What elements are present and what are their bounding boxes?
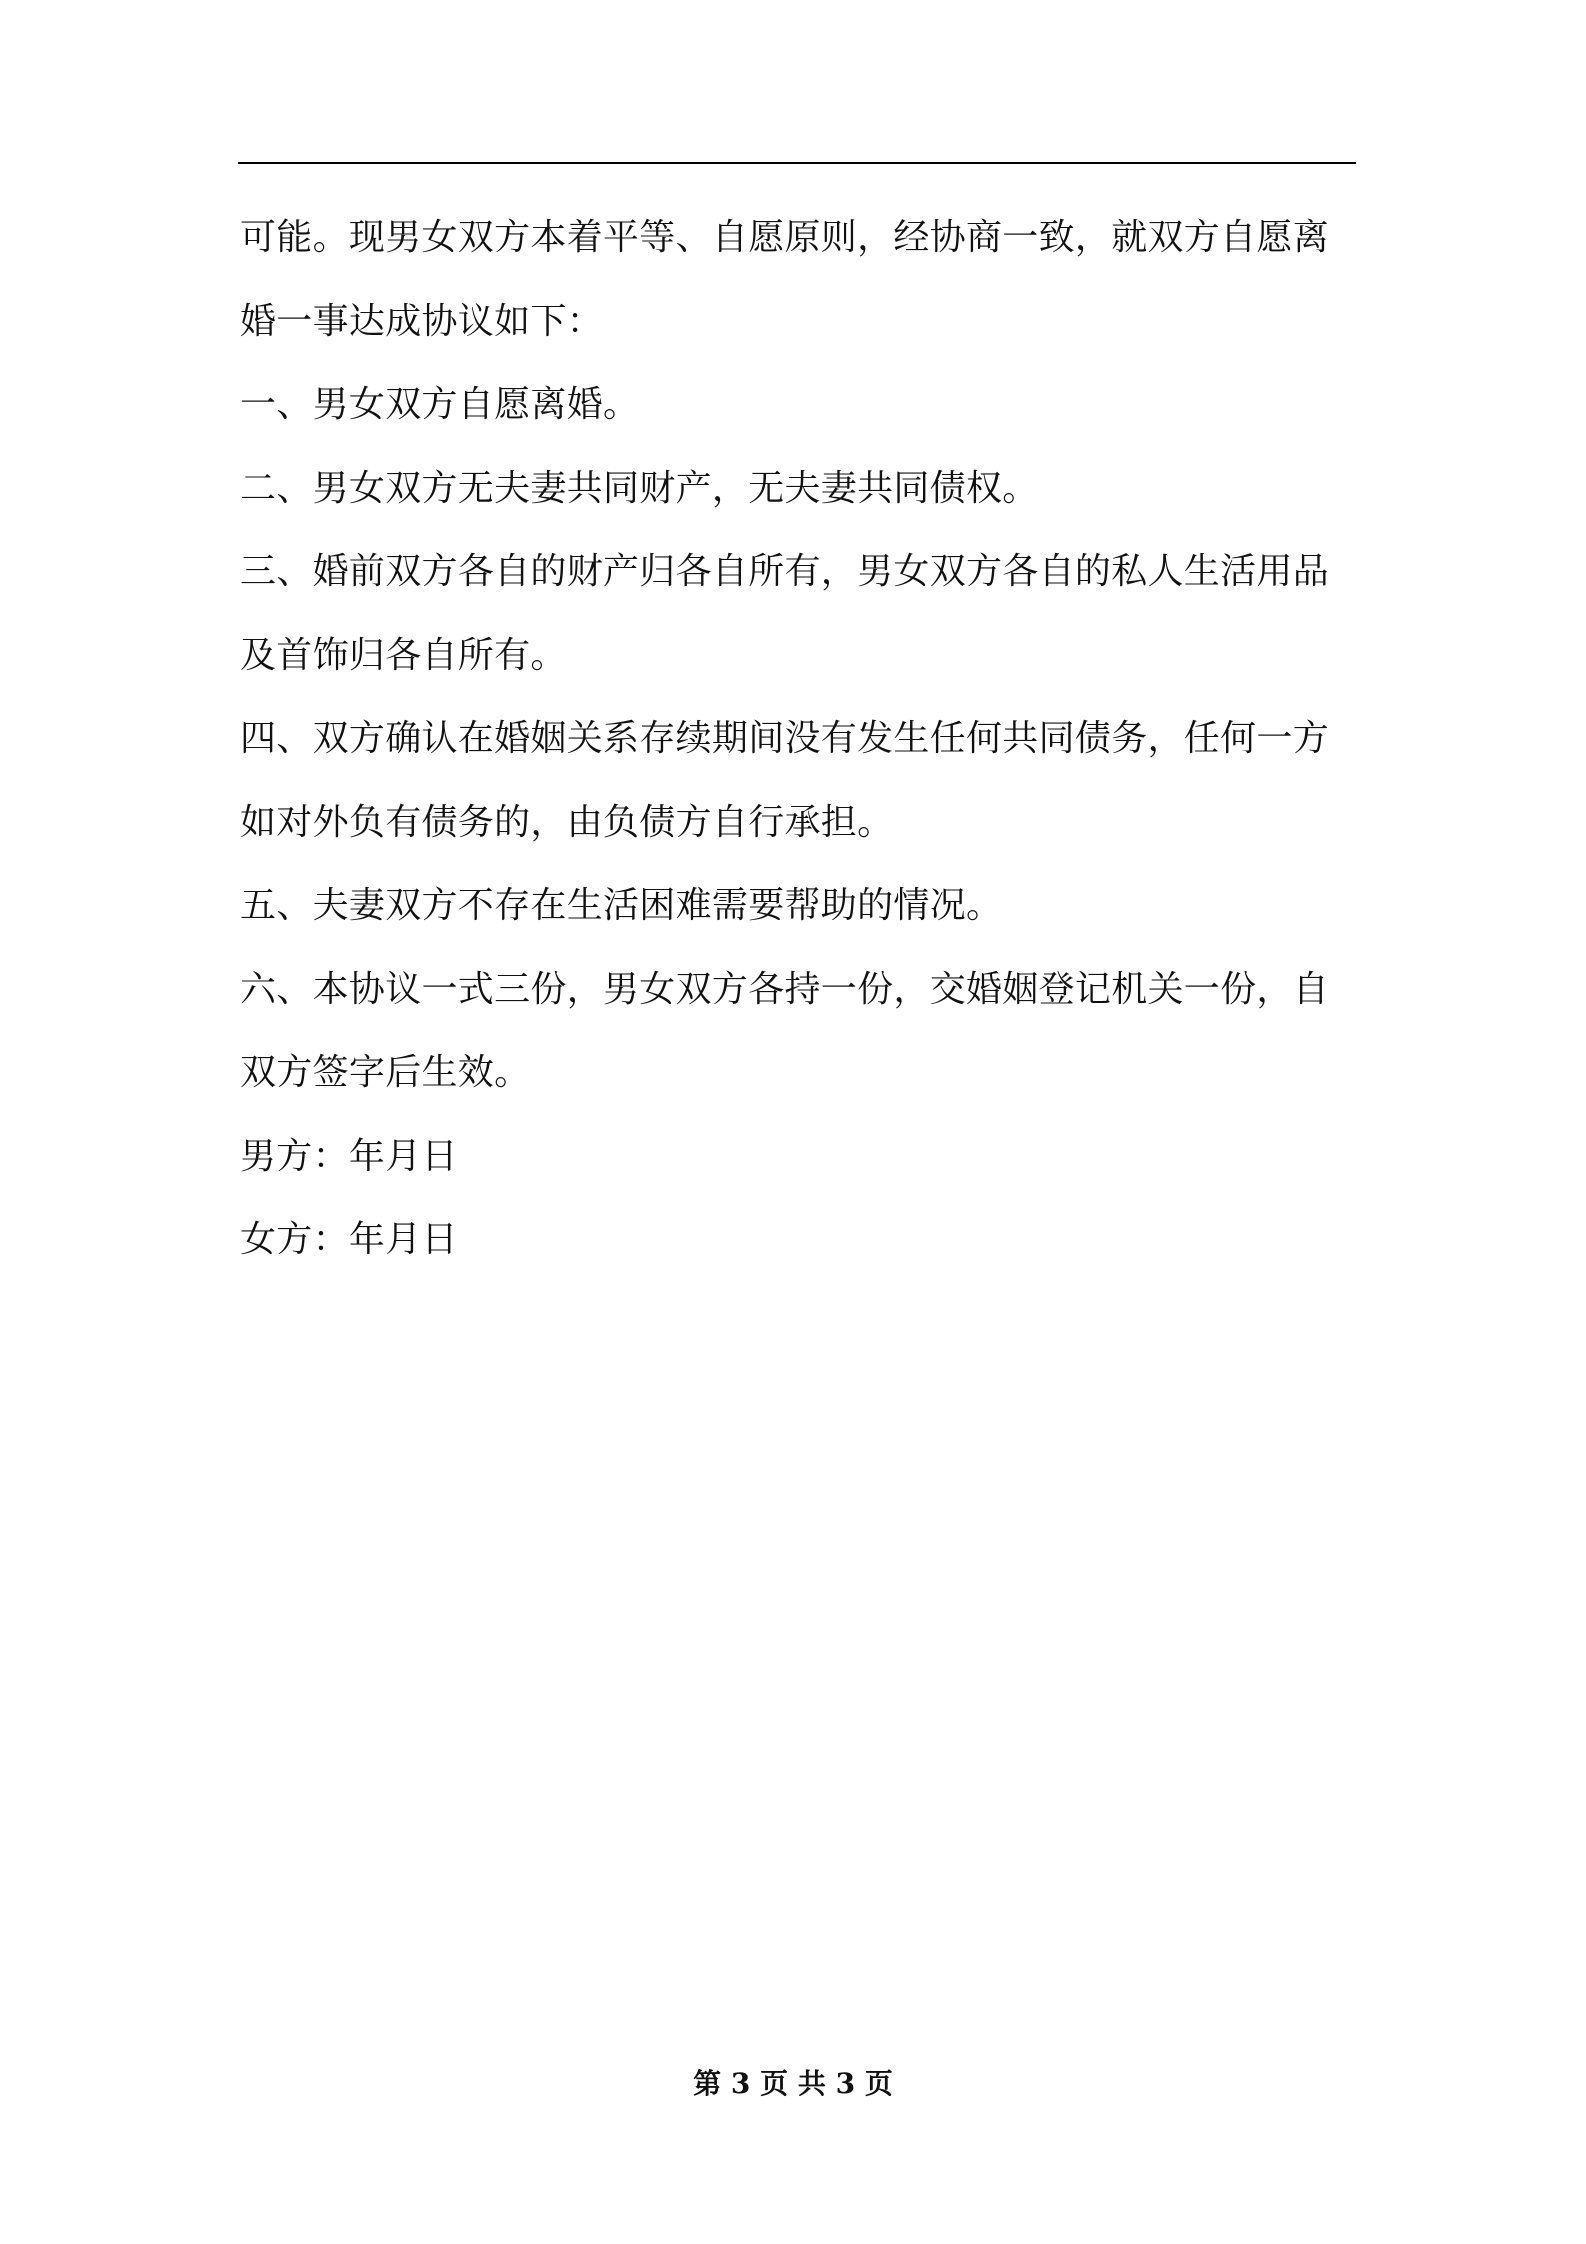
- clause-6-line-2: 双方签字后生效。: [240, 1052, 531, 1093]
- clause-1: 一、男女双方自愿离婚。: [240, 384, 640, 425]
- page-number-footer: 第 3 页 共 3 页: [693, 2067, 893, 2100]
- header-rule: [238, 162, 1356, 164]
- clause-6-line-1: 六、本协议一式三份，男女双方各持一份，交婚姻登记机关一份，自: [240, 968, 1330, 1010]
- paragraph-line: 婚一事达成协议如下：: [240, 300, 604, 342]
- agreement-body: [240, 196, 1360, 1282]
- signature-male: 男方：年月日: [240, 1135, 458, 1177]
- clause-3-line-1: 三、婚前双方各自的财产归各自所有，男女双方各自的私人生活用品: [240, 551, 1330, 592]
- clause-4-line-1: 四、双方确认在婚姻关系存续期间没有发生任何共同债务，任何一方: [240, 718, 1330, 759]
- clause-2: 二、男女双方无夫妻共同财产，无夫妻共同债权。: [240, 467, 1039, 509]
- clause-5: 五、夫妻双方不存在生活困难需要帮助的情况。: [240, 885, 1003, 926]
- clause-3-line-2: 及首饰归各自所有。: [240, 634, 567, 676]
- paragraph-line: 可能。现男女双方本着平等、自愿原则，经协商一致，就双方自愿离: [240, 217, 1330, 258]
- signature-female: 女方：年月日: [240, 1219, 458, 1260]
- clause-4-line-2: 如对外负有债务的，由负债方自行承担。: [240, 801, 894, 843]
